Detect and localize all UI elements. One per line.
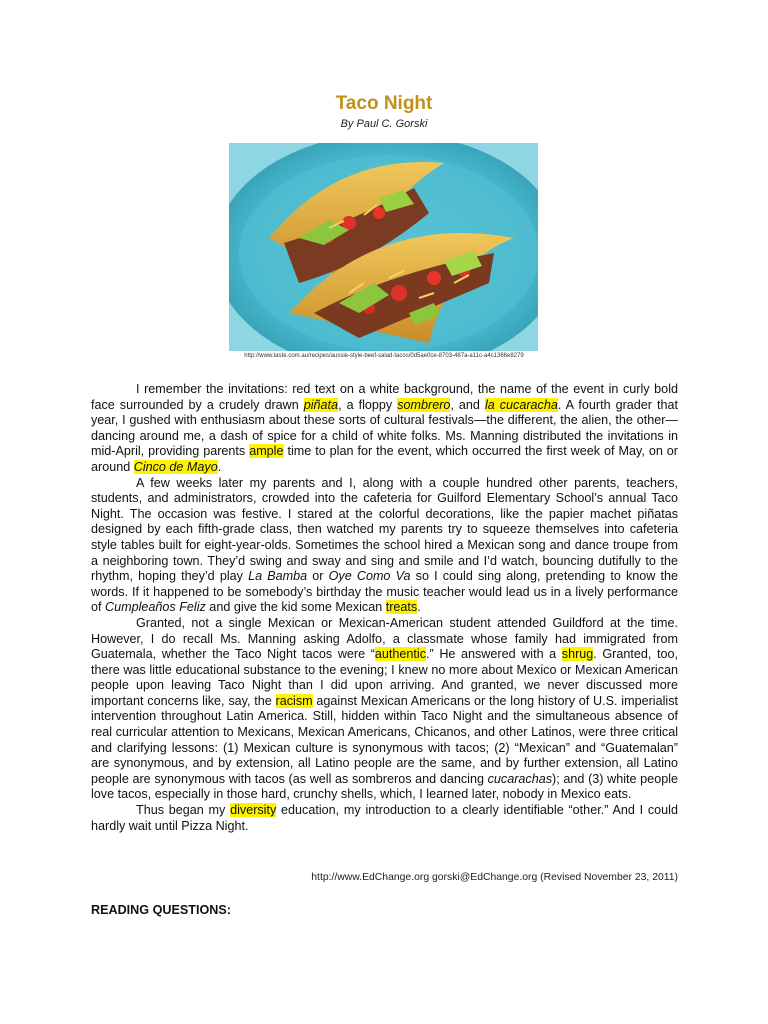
taco-photo (229, 143, 538, 351)
text-run: I remember the invitations: red text on a white background, the name of the event in curly bold face surrounded by a crudely drawn (91, 382, 678, 412)
highlighted-term: racism (275, 693, 313, 708)
text-run: and give the kid some Mexican (205, 600, 386, 615)
paragraph (91, 616, 678, 803)
highlighted-term: treats (385, 600, 418, 615)
text-run: Granted, not a single Mexican or Mexican-American student attended Guildford at the time. However, I do recall Ms. Manning asking Adolfo, a classmate whose family had immigrated from Guatemala, whether the Taco Night tacos were “ (91, 615, 678, 662)
text-run: against Mexican Americans or the long history of U.S. imperialist intervention throughout Latin America. Still, hidden within Taco Night and the simultaneous absence of real curricular attention to Mexicans, Mexican Americans, Chicanos, and other Latinos, were three critical and clarifying lessons: (1) Mexican culture is synonymous with tacos; (2) “Mexican” and “Guatemalan” are synonymous, and by extension, all Latino people are the same, and by further extension, all Latino people are synonymous with tacos (as well as sombreros and dancing (91, 693, 678, 786)
text-run: Oye Como Va (328, 569, 411, 584)
highlighted-term: diversity (230, 803, 277, 818)
text-run: ); and (3) white people love tacos, especially in those hard, crunchy shells, which, I learned later, nobody in Mexico eats. (91, 771, 678, 802)
highlighted-term: sombrero (397, 397, 451, 412)
taco-plate-illustration (229, 143, 538, 351)
highlighted-term: piñata (303, 397, 339, 412)
highlighted-term: ample (249, 444, 284, 459)
section-heading: READING QUESTIONS: (91, 903, 231, 917)
highlighted-term: authentic (374, 647, 427, 662)
highlighted-term: shrug (561, 647, 594, 662)
text-run: . A fourth grader that year, I gushed with enthusiasm about these sorts of cultural festivals—the different, the alien, the other—dancing around me, a dash of spice for a child of white folks. Ms. Manning distributed the invitations in mid-April, providing parents (91, 397, 679, 459)
paragraph (91, 382, 678, 476)
page-title: Taco Night (335, 93, 433, 114)
text-run: . (217, 459, 222, 474)
text-run: education, my introduction to a clearly identifiable “other.” And I could hardly wait until Pizza Night. (91, 803, 678, 833)
text-run: or (307, 569, 329, 584)
text-run: Cumpleaños Feliz (105, 600, 206, 615)
text-run: so I could sing along, pretending to know the words. If it happened to be somebody’s birthday the music teacher would lead us in a lively performance of (91, 569, 678, 615)
text-run: La Bamba (248, 569, 308, 584)
text-run: , a floppy (338, 397, 398, 412)
text-run: cucarachas (487, 771, 553, 786)
text-run: A few weeks later my parents and I, along with a couple hundred other parents, teachers, students, and administrators, crowded into the cafeteria for Guilford Elementary School’s annual Taco Night. The occasion was festive. I stared at the colorful decorations, like the papier machet piñatas designed by each fifth-grade class, then watched my parents try to squeeze themselves into cafeteria style tables built for eight-year-olds. Sometimes the school hired a Mexican song and dance troupe from a neighboring town. They’d swing and sway and sing and smile and I’d watch, bouncing dutifully to the rhythm, hoping they’d play (91, 475, 678, 584)
text-run: . (417, 600, 421, 615)
text-run: . Granted, too, there was little educational substance to the evening; I knew no more about Mexico or Mexican American people upon leaving Taco Night than I did upon arriving. And granted, we never discussed more important concerns like, say, the (91, 647, 678, 708)
paragraph (91, 803, 678, 834)
text-run: , and (450, 397, 485, 412)
paragraph (91, 476, 678, 616)
text-run: .” He answered with a (426, 647, 562, 662)
image-caption: http://www.taste.com.au/recipes/aussie-style-beef-salad-tacos/0d5ae0ce-8703-487a-a11c-a4c1366e8279 (244, 353, 524, 359)
source-line: http://www.EdChange.org gorski@EdChange.org (Revised November 23, 2011) (311, 872, 678, 883)
highlighted-term: la cucaracha (484, 397, 558, 412)
byline: By Paul C. Gorski (340, 118, 428, 130)
article-body (91, 382, 678, 834)
text-run: Thus began my (136, 803, 231, 818)
highlighted-term: Cinco de Mayo (133, 459, 218, 474)
text-run: time to plan for the event, which occurred the first week of May, on or around (91, 444, 678, 474)
